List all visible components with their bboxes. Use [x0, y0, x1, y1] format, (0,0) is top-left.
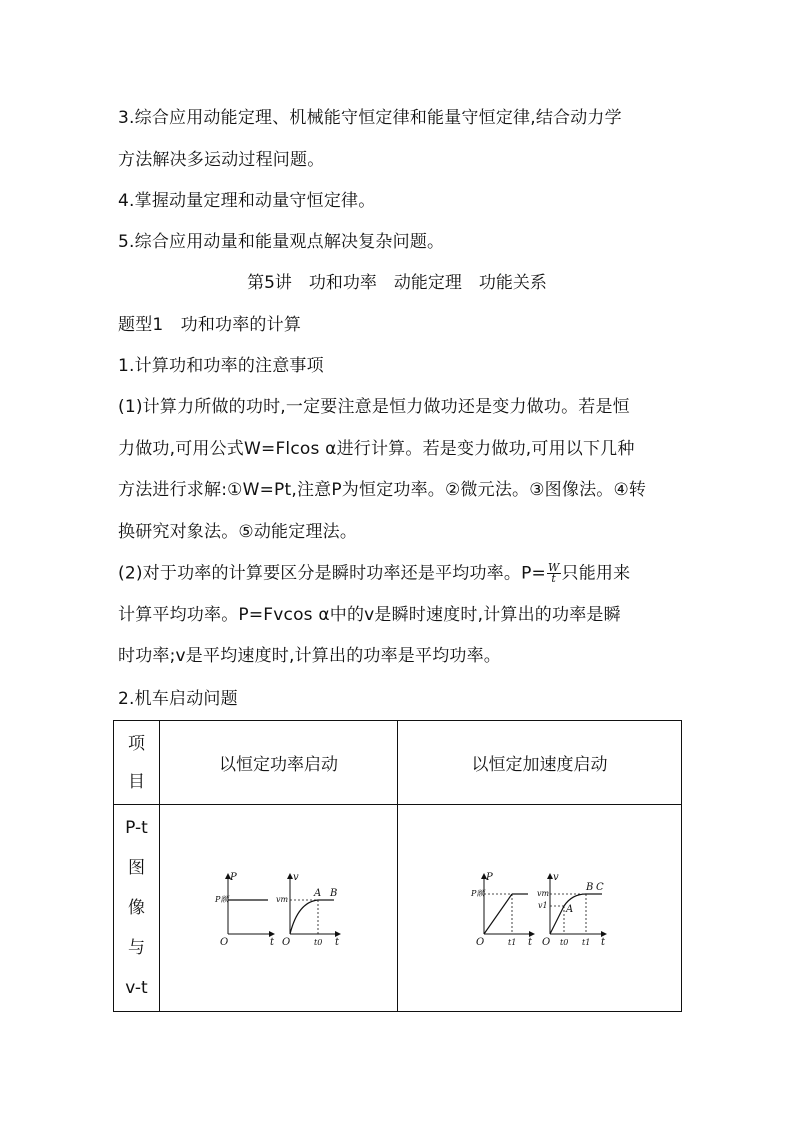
pt-label-t: t — [269, 937, 274, 948]
row-label-char: 像 — [128, 898, 145, 918]
average-power-fraction — [547, 563, 561, 584]
table-graph-row — [114, 805, 682, 1012]
pt-label-Prated: P额 — [214, 895, 228, 904]
section-2-heading: 2.机车启动问题 — [118, 689, 238, 709]
header-item-char: 目 — [128, 771, 145, 792]
locomotive-start-table — [113, 720, 682, 1012]
constant-power-graphs-cell — [160, 805, 398, 1012]
paragraph-4: 4.掌握动量定理和动量守恒定律。 — [118, 191, 376, 211]
pt-label-O: O — [219, 937, 228, 948]
section-1-line-2: 力做功,可用公式W=Flcos α进行计算。若是变力做功,可用以下几种 — [118, 439, 635, 459]
vt2-label-t: t — [600, 937, 605, 948]
section-1-line-3: 方法进行求解:①W=Pt,注意P为恒定功率。②微元法。③图像法。④转 — [118, 480, 647, 500]
vt2-label-v: v — [552, 872, 559, 883]
header-constant-acceleration: 以恒定加速度启动 — [398, 721, 682, 805]
table-header-row — [114, 721, 682, 805]
vt-label-t: t — [334, 937, 339, 948]
vt-label-B: B — [329, 888, 337, 899]
topic-heading: 题型1 功和功率的计算 — [118, 315, 302, 335]
vt2-label-t0: t0 — [559, 938, 568, 947]
vt2-label-A: A — [565, 904, 573, 915]
section-1-line-7: 时功率;v是平均速度时,计算出的功率是平均功率。 — [118, 646, 501, 666]
vt-label-t0: t0 — [313, 938, 322, 947]
vt2-ramp-line — [550, 906, 564, 934]
lecture-title: 第5讲 功和功率 动能定理 功能关系 — [247, 273, 547, 293]
section-1-line-5 — [118, 563, 630, 584]
paragraph-3-line-1: 3.综合应用动能定理、机械能守恒定律和能量守恒定律,结合动力学 — [118, 108, 622, 128]
row-label-char: 图 — [128, 858, 145, 878]
vt2-label-O: O — [541, 937, 550, 948]
pt2-ramp-line — [484, 894, 512, 934]
power-text-before: (2)对于功率的计算要区分是瞬时功率还是平均功率。P= — [118, 563, 546, 584]
vt-label-vm: vm — [275, 895, 288, 904]
vt-label-O: O — [281, 937, 290, 948]
paragraph-3-line-2: 方法解决多运动过程问题。 — [118, 150, 325, 170]
vt2-label-B: B — [585, 882, 593, 893]
vt-curve — [290, 900, 318, 934]
fraction-numerator: W — [547, 561, 560, 574]
constant-power-graphs — [214, 868, 344, 948]
pt2-label-O: O — [475, 937, 484, 948]
power-text-after: 只能用来 — [561, 563, 631, 584]
pt-label-P: P — [229, 872, 237, 883]
header-item-char: 项 — [128, 733, 145, 754]
vt2-label-t1: t1 — [581, 938, 590, 947]
constant-acceleration-graphs-cell — [398, 805, 682, 1012]
vt2-label-C: C — [595, 882, 604, 893]
pt2-label-t1: t1 — [507, 938, 516, 947]
paragraph-5: 5.综合应用动量和能量观点解决复杂问题。 — [118, 232, 445, 252]
pt2-label-Prated: P额 — [470, 889, 484, 898]
section-1-line-6: 计算平均功率。P=Fvcos α中的v是瞬时速度时,计算出的功率是瞬 — [118, 605, 621, 625]
header-item-cell — [114, 721, 160, 805]
vt-label-v: v — [292, 872, 299, 883]
pt2-label-t: t — [527, 937, 532, 948]
header-constant-power: 以恒定功率启动 — [160, 721, 398, 805]
section-1-line-4: 换研究对象法。⑤动能定理法。 — [118, 522, 358, 542]
section-1-line-1: (1)计算力所做的功时,一定要注意是恒力做功还是变力做功。若是恒 — [118, 397, 630, 417]
row-label-char: P-t — [125, 818, 148, 838]
row-label-char: v-t — [125, 978, 148, 998]
vt2-label-v1: v1 — [537, 901, 548, 910]
section-1-heading: 1.计算功和功率的注意事项 — [118, 356, 324, 376]
fraction-denominator: t — [551, 572, 557, 585]
vt-label-A: A — [313, 888, 321, 899]
row-label-char: 与 — [128, 938, 145, 958]
constant-acceleration-graphs — [470, 868, 610, 948]
pt2-label-P: P — [485, 872, 493, 883]
vt2-label-vm: vm — [536, 889, 549, 898]
row-label-cell — [114, 805, 160, 1012]
